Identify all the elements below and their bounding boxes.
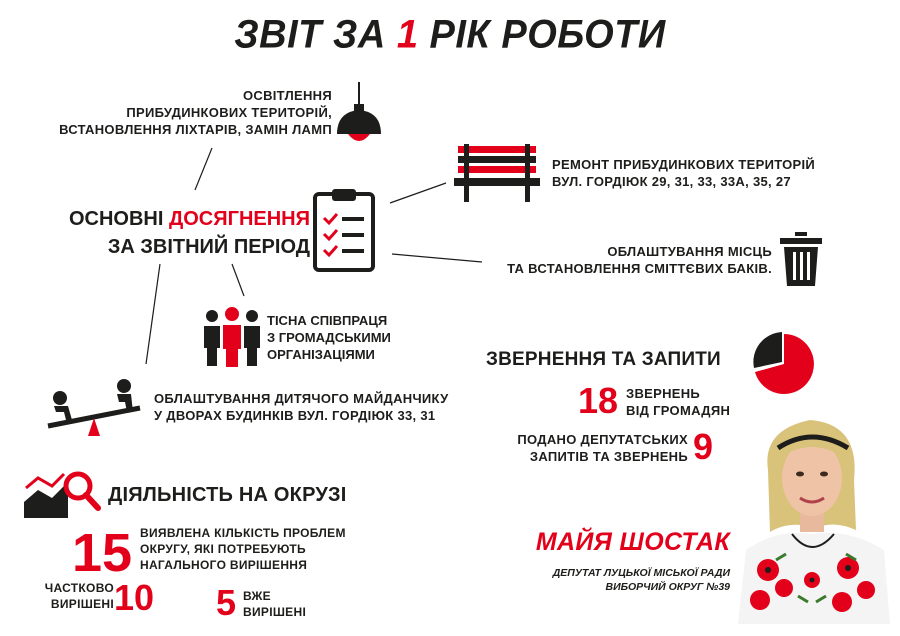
- achievements-heading: ОСНОВНІ ДОСЯГНЕННЯ ЗА ЗВІТНИЙ ПЕРІОД: [68, 208, 310, 258]
- portrait-photo: [738, 410, 890, 624]
- solved-value: 5: [216, 582, 237, 623]
- people-group-icon: [200, 306, 264, 368]
- requests-heading: ЗВЕРНЕННЯ ТА ЗАПИТИ: [486, 349, 721, 370]
- lighting-text: ОСВІТЛЕННЯ ПРИБУДИНКОВИХ ТЕРИТОРІЙ, ВСТАНОВЛЕННЯ ЛІХТАРІВ, ЗАМІН ЛАМП: [59, 88, 332, 137]
- title-number: 1: [396, 12, 419, 58]
- person-role: ДЕПУТАТ ЛУЦЬКОЇ МІСЬКОЇ РАДИ ВИБОРЧИЙ ОКРУГ №39: [552, 567, 730, 593]
- solved-label: ВЖЕ ВИРІШЕНІ: [243, 589, 307, 619]
- playground-text: ОБЛАШТУВАННЯ ДИТЯЧОГО МАЙДАНЧИКУ У ДВОРАХ БУДИНКІВ ВУЛ. ГОРДІЮК 33, 31: [154, 391, 449, 423]
- deputy-label: ПОДАНО ДЕПУТАТСЬКИХ ЗАПИТІВ ТА ЗВЕРНЕНЬ: [517, 432, 688, 464]
- partial-label: ЧАСТКОВО ВИРІШЕНІ: [44, 581, 114, 611]
- repair-text: РЕМОНТ ПРИБУДИНКОВИХ ТЕРИТОРІЙ ВУЛ. ГОРДІЮК 29, 31, 33, 33А, 35, 27: [552, 157, 816, 189]
- lamp-icon: [332, 82, 386, 146]
- analytics-magnifier-icon: [24, 468, 102, 520]
- title-part1: ЗВІТ ЗА: [234, 12, 397, 58]
- bins-text: ОБЛАШТУВАННЯ МІСЦЬ ТА ВСТАНОВЛЕННЯ СМІТТЄВИХ БАКІВ.: [507, 244, 772, 276]
- deputy-value: 9: [693, 426, 714, 467]
- bench-icon: [454, 142, 540, 204]
- pie-chart-icon: [752, 332, 816, 396]
- found-label: ВИЯВЛЕНА КІЛЬКІСТЬ ПРОБЛЕМ ОКРУГУ, ЯКІ ПОТРЕБУЮТЬ НАГАЛЬНОГО ВИРІШЕННЯ: [140, 526, 346, 572]
- partial-value: 10: [114, 577, 155, 618]
- found-value: 15: [72, 523, 133, 583]
- title-part2: РІК РОБОТИ: [418, 12, 666, 58]
- cooperation-text: ТІСНА СПІВПРАЦЯ З ГРОМАДСЬКИМИ ОРГАНІЗАЦІЯМИ: [267, 313, 391, 362]
- person-name: МАЙЯ ШОСТАК: [535, 528, 730, 556]
- trash-bin-icon: [778, 230, 824, 288]
- appeals-value: 18: [578, 380, 619, 421]
- district-heading: ДІЯЛЬНІСТЬ НА ОКРУЗІ: [108, 484, 347, 506]
- clipboard-checklist-icon: [312, 186, 376, 272]
- appeals-label: ЗВЕРНЕНЬ ВІД ГРОМАДЯН: [626, 386, 731, 418]
- seesaw-icon: [44, 376, 144, 440]
